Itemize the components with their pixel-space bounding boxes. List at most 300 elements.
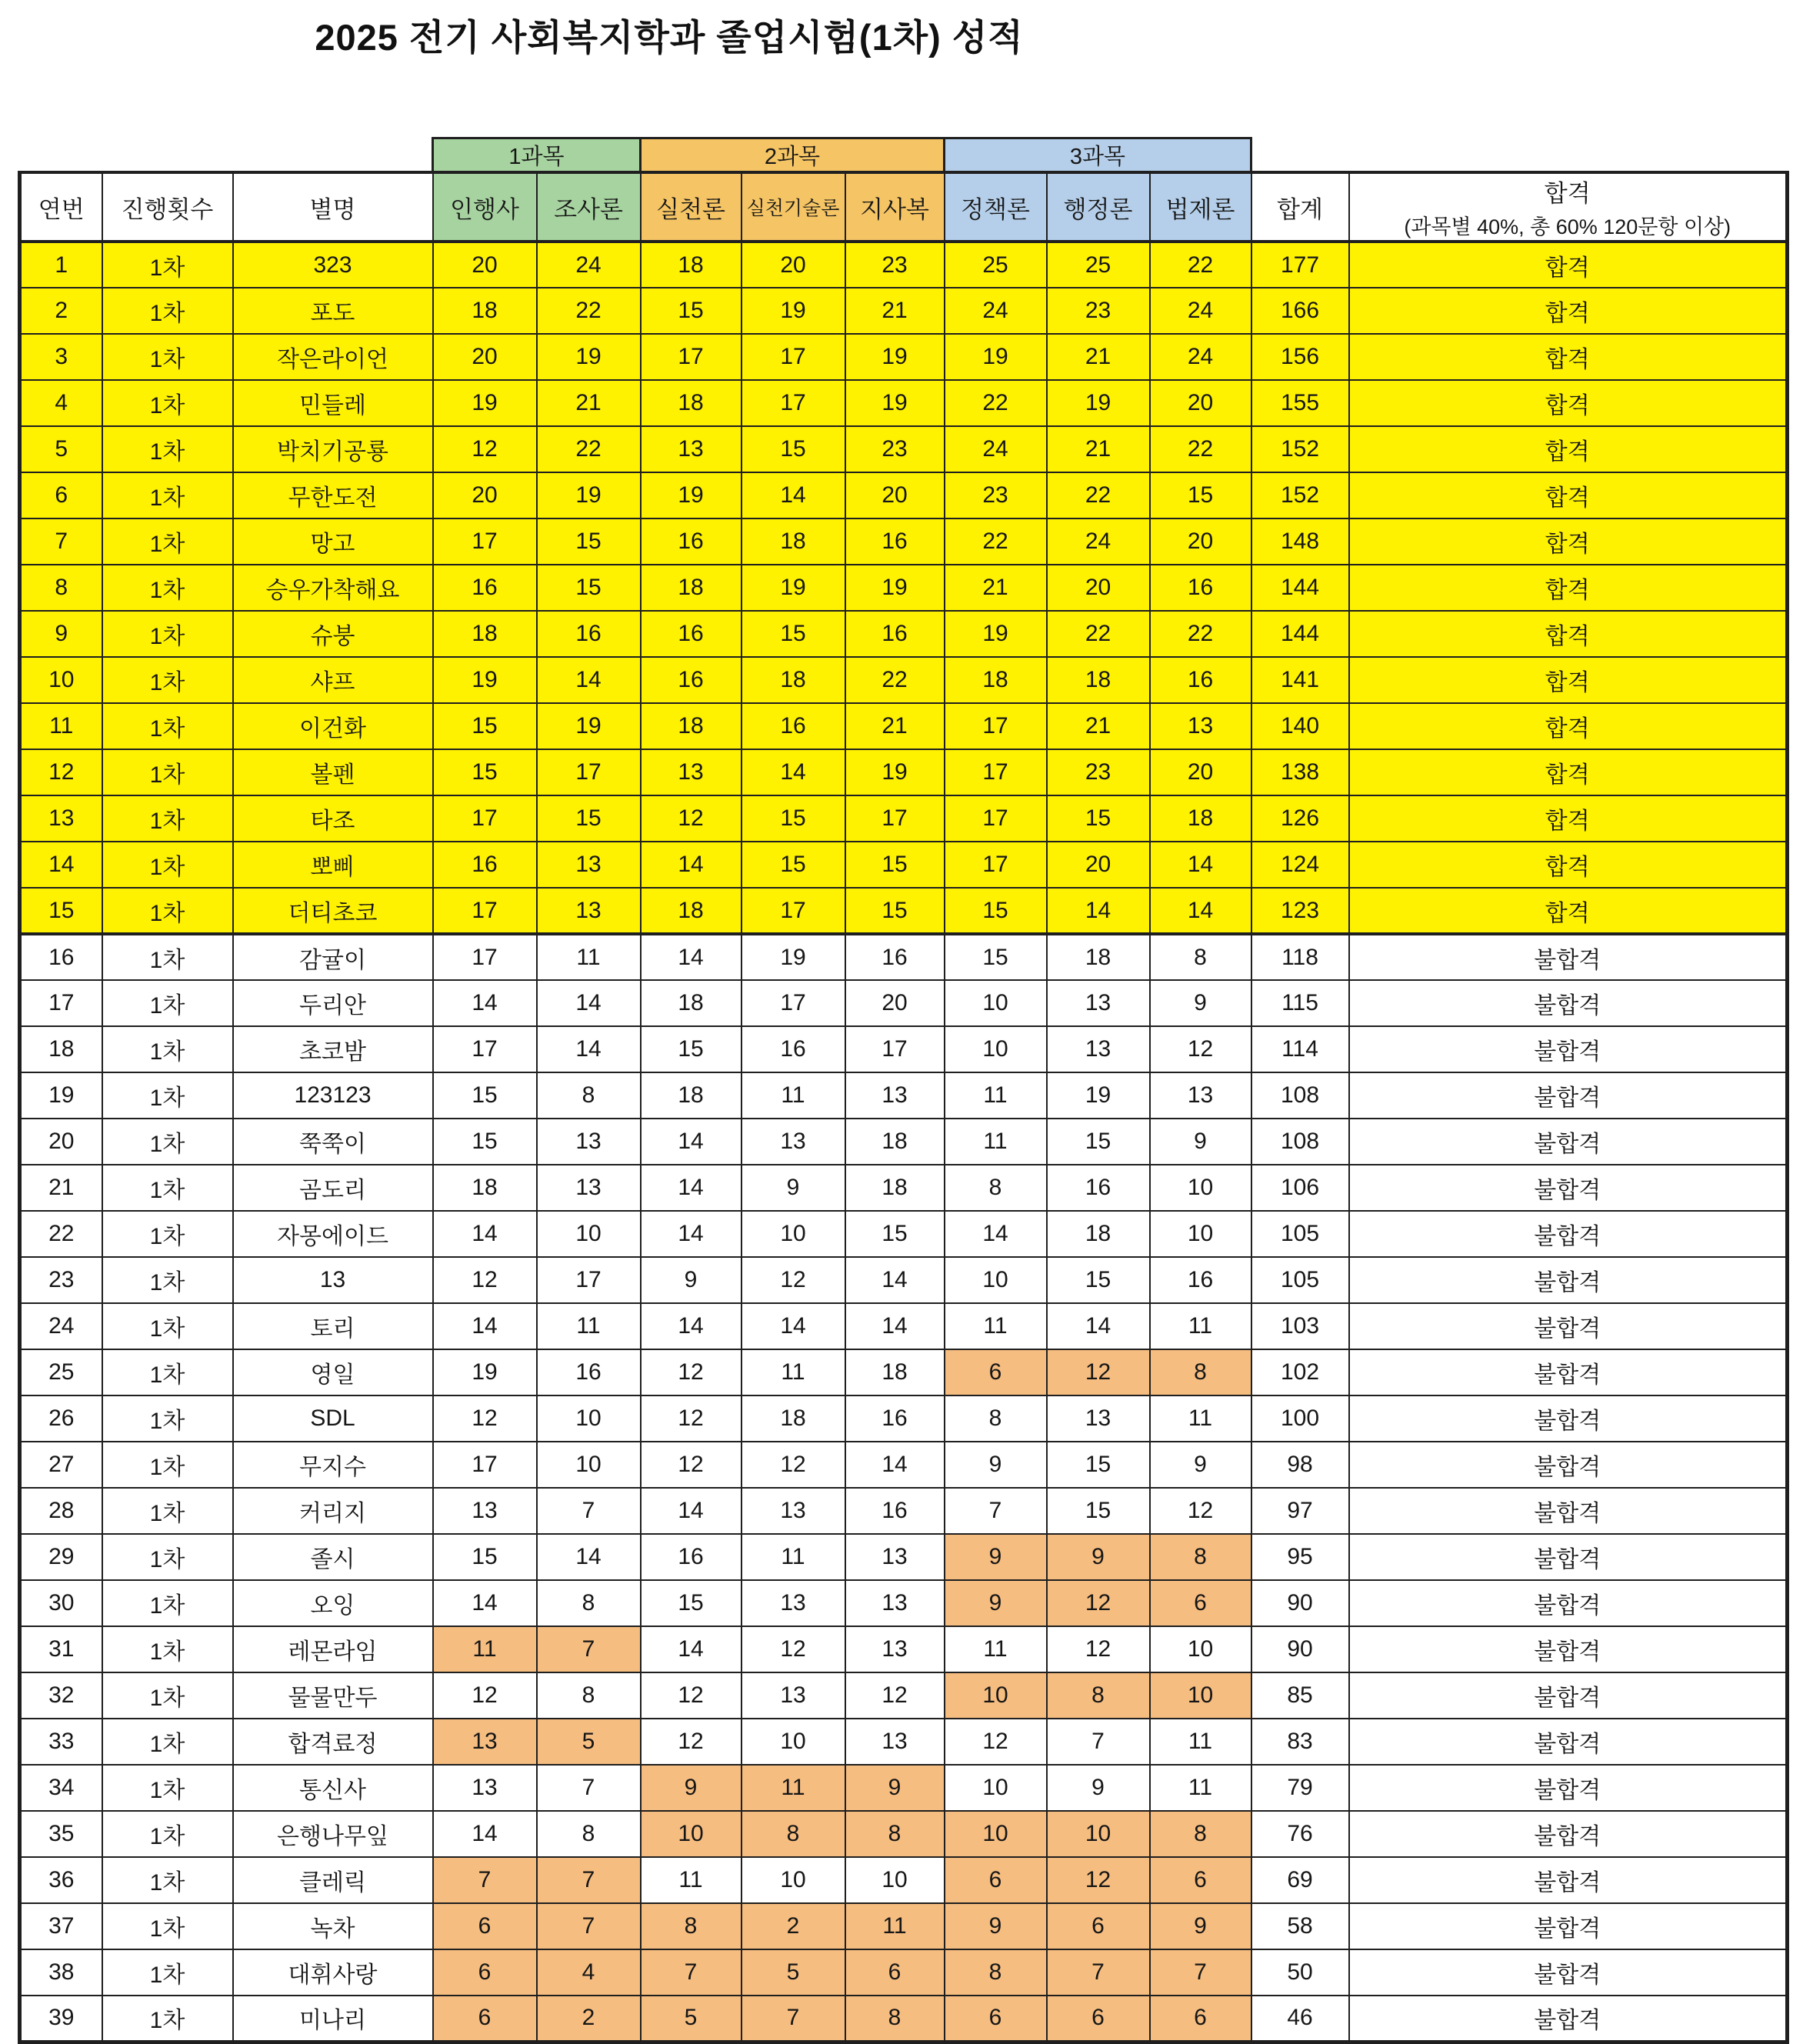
score-cell: 13 [1150,703,1251,749]
score-cell: 20 [433,472,537,519]
score-cell: 15 [1047,1119,1150,1165]
attempt-count: 1차 [102,888,233,934]
nickname: 오잉 [233,1580,433,1626]
score-cell: 22 [1150,242,1251,288]
column-header-pass [1349,172,1788,242]
total-cell: 152 [1251,426,1349,472]
result-cell: 합격 [1349,749,1788,795]
score-cell: 16 [845,934,945,980]
score-cell: 11 [945,1626,1047,1672]
score-cell: 7 [945,1488,1047,1534]
score-cell: 9 [1047,1534,1150,1580]
score-cell: 17 [433,1026,537,1072]
row-number: 33 [20,1719,102,1765]
score-cell: 21 [845,288,945,334]
row-number: 2 [20,288,102,334]
table-row [20,1165,1788,1211]
nickname: 대휘사랑 [233,1949,433,1996]
score-cell: 11 [845,1903,945,1949]
score-cell: 15 [433,1072,537,1119]
result-cell: 불합격 [1349,1672,1788,1719]
table-row [20,1349,1788,1395]
score-cell: 16 [537,611,641,657]
nickname: 합격료정 [233,1719,433,1765]
score-cell: 22 [1047,611,1150,657]
score-cell: 13 [433,1488,537,1534]
score-cell: 19 [537,334,641,380]
row-number: 29 [20,1534,102,1580]
score-cell: 9 [641,1765,742,1811]
table-row [20,1672,1788,1719]
score-cell: 15 [537,795,641,842]
score-cell: 17 [742,980,845,1026]
table-row [20,1395,1788,1442]
row-number: 24 [20,1303,102,1349]
table-row [20,334,1788,380]
score-cell: 14 [845,1442,945,1488]
attempt-count: 1차 [102,1257,233,1303]
table-row [20,795,1788,842]
nickname: 무지수 [233,1442,433,1488]
attempt-count: 1차 [102,842,233,888]
score-cell: 16 [845,1488,945,1534]
score-cell: 16 [1150,1257,1251,1303]
table-row [20,380,1788,426]
attempt-count: 1차 [102,1857,233,1903]
score-cell: 9 [1047,1765,1150,1811]
score-cell: 17 [742,380,845,426]
score-cell: 11 [742,1534,845,1580]
attempt-count: 1차 [102,1026,233,1072]
attempt-count: 1차 [102,426,233,472]
score-cell: 16 [845,611,945,657]
subject-group-header-1: 1과목 [433,138,641,173]
score-cell: 18 [641,242,742,288]
score-cell: 13 [537,888,641,934]
pass-header-criteria: (과목별 40%, 총 60% 120문항 이상) [1404,215,1731,238]
attempt-count: 1차 [102,380,233,426]
row-number: 3 [20,334,102,380]
score-cell: 10 [845,1857,945,1903]
score-cell: 19 [845,749,945,795]
score-cell: 14 [641,1626,742,1672]
table-row [20,288,1788,334]
score-cell: 11 [742,1765,845,1811]
score-cell: 18 [641,703,742,749]
result-cell: 불합격 [1349,1996,1788,2042]
score-cell: 12 [1047,1349,1150,1395]
attempt-count: 1차 [102,795,233,842]
score-cell: 18 [742,1395,845,1442]
score-cell: 6 [1150,1857,1251,1903]
score-cell: 19 [433,1349,537,1395]
nickname: 13 [233,1257,433,1303]
score-cell: 14 [433,1211,537,1257]
score-cell: 17 [433,795,537,842]
score-cell: 19 [1047,380,1150,426]
table-row [20,980,1788,1026]
table-row [20,1488,1788,1534]
score-cell: 9 [641,1257,742,1303]
attempt-count: 1차 [102,657,233,703]
score-cell: 19 [433,657,537,703]
score-cell: 16 [433,842,537,888]
score-cell: 9 [945,1442,1047,1488]
group-row-spacer-left [20,138,433,173]
row-number: 17 [20,980,102,1026]
nickname: 볼펜 [233,749,433,795]
score-cell: 6 [1150,1580,1251,1626]
score-cell: 10 [742,1211,845,1257]
score-cell: 22 [537,288,641,334]
score-cell: 13 [641,426,742,472]
score-cell: 7 [1150,1949,1251,1996]
attempt-count: 1차 [102,1119,233,1165]
score-cell: 13 [742,1672,845,1719]
total-cell: 105 [1251,1211,1349,1257]
score-cell: 19 [742,565,845,611]
total-cell: 108 [1251,1072,1349,1119]
score-cell: 10 [1150,1626,1251,1672]
score-cell: 15 [433,749,537,795]
column-header-4: 인행사 [433,172,537,242]
table-row [20,1996,1788,2042]
result-cell: 불합격 [1349,934,1788,980]
attempt-count: 1차 [102,1211,233,1257]
score-cell: 12 [742,1626,845,1672]
nickname: 감귤이 [233,934,433,980]
score-cell: 11 [537,1303,641,1349]
nickname: 슈붕 [233,611,433,657]
score-cell: 12 [433,426,537,472]
attempt-count: 1차 [102,980,233,1026]
total-cell: 156 [1251,334,1349,380]
score-cell: 12 [433,1257,537,1303]
score-cell: 14 [433,980,537,1026]
nickname: 자몽에이드 [233,1211,433,1257]
score-cell: 13 [742,1119,845,1165]
score-cell: 14 [945,1211,1047,1257]
score-cell: 18 [641,1072,742,1119]
table-row [20,1580,1788,1626]
score-cell: 10 [537,1211,641,1257]
score-cell: 14 [537,980,641,1026]
score-cell: 8 [1150,1349,1251,1395]
score-cell: 19 [845,565,945,611]
row-number: 9 [20,611,102,657]
total-cell: 50 [1251,1949,1349,1996]
result-cell: 불합격 [1349,1580,1788,1626]
score-cell: 17 [845,795,945,842]
score-cell: 16 [845,1395,945,1442]
score-cell: 8 [845,1996,945,2042]
score-cell: 25 [945,242,1047,288]
attempt-count: 1차 [102,1349,233,1395]
score-cell: 7 [537,1488,641,1534]
score-cell: 2 [537,1996,641,2042]
score-cell: 24 [1150,288,1251,334]
score-cell: 24 [1047,519,1150,565]
score-cell: 7 [537,1903,641,1949]
score-cell: 14 [537,1534,641,1580]
column-header-7: 실천기술론 [742,172,845,242]
score-cell: 17 [742,888,845,934]
score-cell: 15 [1047,1257,1150,1303]
total-cell: 46 [1251,1996,1349,2042]
score-cell: 20 [1047,565,1150,611]
score-cell: 17 [845,1026,945,1072]
score-cell: 13 [641,749,742,795]
score-cell: 8 [1047,1672,1150,1719]
row-number: 31 [20,1626,102,1672]
score-cell: 8 [641,1903,742,1949]
score-cell: 19 [945,611,1047,657]
table-row [20,1257,1788,1303]
nickname: 통신사 [233,1765,433,1811]
score-cell: 17 [537,1257,641,1303]
score-cell: 15 [742,611,845,657]
attempt-count: 1차 [102,1672,233,1719]
table-row [20,565,1788,611]
score-cell: 16 [433,565,537,611]
attempt-count: 1차 [102,749,233,795]
result-cell: 불합격 [1349,1026,1788,1072]
score-cell: 8 [945,1165,1047,1211]
score-cell: 22 [845,657,945,703]
score-cell: 6 [845,1949,945,1996]
score-cell: 6 [433,1903,537,1949]
result-cell: 합격 [1349,472,1788,519]
score-cell: 5 [641,1996,742,2042]
result-cell: 합격 [1349,426,1788,472]
column-header-8: 지사복 [845,172,945,242]
score-cell: 14 [1047,1303,1150,1349]
score-cell: 6 [1047,1903,1150,1949]
score-cell: 5 [537,1719,641,1765]
score-cell: 21 [1047,703,1150,749]
score-cell: 11 [1150,1765,1251,1811]
score-cell: 21 [537,380,641,426]
score-cell: 20 [845,980,945,1026]
score-cell: 14 [641,1211,742,1257]
score-cell: 18 [845,1349,945,1395]
score-cell: 15 [641,1580,742,1626]
pass-header-title: 합격 [1544,180,1591,207]
score-cell: 7 [641,1949,742,1996]
score-cell: 18 [433,1165,537,1211]
total-cell: 106 [1251,1165,1349,1211]
score-cell: 10 [742,1857,845,1903]
score-cell: 16 [1150,657,1251,703]
result-cell: 불합격 [1349,1395,1788,1442]
column-header-9: 정책론 [945,172,1047,242]
row-number: 19 [20,1072,102,1119]
table-row [20,1026,1788,1072]
score-cell: 10 [1150,1165,1251,1211]
total-cell: 58 [1251,1903,1349,1949]
score-cell: 20 [742,242,845,288]
score-cell: 13 [845,1719,945,1765]
score-cell: 18 [641,888,742,934]
score-cell: 17 [433,888,537,934]
score-cell: 18 [742,519,845,565]
score-cell: 23 [845,242,945,288]
score-cell: 15 [641,288,742,334]
score-cell: 15 [742,426,845,472]
total-cell: 115 [1251,980,1349,1026]
score-cell: 21 [845,703,945,749]
nickname: 작은라이언 [233,334,433,380]
score-cell: 22 [1150,426,1251,472]
score-cell: 10 [537,1442,641,1488]
result-cell: 합격 [1349,703,1788,749]
result-cell: 불합격 [1349,1349,1788,1395]
result-cell: 합격 [1349,519,1788,565]
row-number: 12 [20,749,102,795]
score-cell: 13 [742,1580,845,1626]
score-cell: 19 [945,334,1047,380]
row-number: 39 [20,1996,102,2042]
nickname: 은행나무잎 [233,1811,433,1857]
score-cell: 11 [537,934,641,980]
nickname: 클레릭 [233,1857,433,1903]
score-cell: 13 [433,1765,537,1811]
score-cell: 7 [1047,1719,1150,1765]
subject-group-header-3: 3과목 [945,138,1251,173]
score-cell: 13 [537,1165,641,1211]
total-cell: 102 [1251,1349,1349,1395]
column-header-row [20,172,1788,242]
row-number: 25 [20,1349,102,1395]
result-cell: 합격 [1349,565,1788,611]
attempt-count: 1차 [102,1534,233,1580]
total-cell: 105 [1251,1257,1349,1303]
score-cell: 12 [1047,1626,1150,1672]
score-cell: 10 [742,1719,845,1765]
attempt-count: 1차 [102,1903,233,1949]
total-cell: 108 [1251,1119,1349,1165]
score-cell: 13 [845,1626,945,1672]
score-cell: 11 [742,1349,845,1395]
nickname: 323 [233,242,433,288]
nickname: 승우가착해요 [233,565,433,611]
total-cell: 90 [1251,1626,1349,1672]
score-cell: 10 [641,1811,742,1857]
score-cell: 14 [433,1303,537,1349]
table-row [20,1903,1788,1949]
column-header-11: 법제론 [1150,172,1251,242]
table-row [20,888,1788,934]
score-cell: 14 [1047,888,1150,934]
score-cell: 15 [845,888,945,934]
score-cell: 11 [1150,1719,1251,1765]
score-cell: 9 [742,1165,845,1211]
nickname: 영일 [233,1349,433,1395]
score-cell: 12 [433,1672,537,1719]
score-cell: 15 [1047,1488,1150,1534]
nickname: 민들레 [233,380,433,426]
total-cell: 103 [1251,1303,1349,1349]
row-number: 14 [20,842,102,888]
table-row [20,472,1788,519]
nickname: 녹차 [233,1903,433,1949]
score-cell: 15 [537,565,641,611]
score-cell: 18 [433,288,537,334]
row-number: 34 [20,1765,102,1811]
row-number: 4 [20,380,102,426]
nickname: 곰도리 [233,1165,433,1211]
score-cell: 17 [641,334,742,380]
nickname: 초코밤 [233,1026,433,1072]
total-cell: 114 [1251,1026,1349,1072]
score-cell: 17 [537,749,641,795]
row-number: 6 [20,472,102,519]
score-cell: 20 [1150,749,1251,795]
attempt-count: 1차 [102,611,233,657]
group-row-spacer-right [1251,138,1788,173]
nickname: 레몬라임 [233,1626,433,1672]
result-cell: 불합격 [1349,1811,1788,1857]
attempt-count: 1차 [102,288,233,334]
score-cell: 10 [537,1395,641,1442]
result-cell: 합격 [1349,657,1788,703]
table-row [20,1949,1788,1996]
score-cell: 12 [641,1442,742,1488]
total-cell: 126 [1251,795,1349,842]
score-cell: 15 [945,888,1047,934]
attempt-count: 1차 [102,1996,233,2042]
row-number: 35 [20,1811,102,1857]
score-cell: 15 [433,1119,537,1165]
score-cell: 18 [845,1165,945,1211]
score-cell: 15 [845,1211,945,1257]
score-cell: 11 [742,1072,845,1119]
score-cell: 14 [641,1119,742,1165]
total-cell: 138 [1251,749,1349,795]
table-row [20,1303,1788,1349]
result-cell: 불합격 [1349,1072,1788,1119]
score-cell: 16 [537,1349,641,1395]
score-cell: 13 [1047,1026,1150,1072]
score-cell: 10 [945,1811,1047,1857]
score-cell: 12 [742,1257,845,1303]
score-cell: 10 [1047,1811,1150,1857]
score-cell: 13 [1047,1395,1150,1442]
score-cell: 16 [641,657,742,703]
score-cell: 12 [641,1719,742,1765]
score-cell: 20 [845,472,945,519]
score-cell: 8 [537,1672,641,1719]
score-table [18,137,1789,2044]
score-cell: 8 [945,1395,1047,1442]
attempt-count: 1차 [102,1626,233,1672]
score-cell: 15 [433,1534,537,1580]
attempt-count: 1차 [102,1765,233,1811]
row-number: 7 [20,519,102,565]
table-row [20,749,1788,795]
nickname: 무한도전 [233,472,433,519]
total-cell: 141 [1251,657,1349,703]
score-cell: 13 [742,1488,845,1534]
score-cell: 11 [433,1626,537,1672]
score-cell: 17 [945,795,1047,842]
result-cell: 합격 [1349,288,1788,334]
score-cell: 19 [845,380,945,426]
row-number: 18 [20,1026,102,1072]
score-cell: 19 [742,934,845,980]
score-cell: 12 [641,1395,742,1442]
attempt-count: 1차 [102,334,233,380]
